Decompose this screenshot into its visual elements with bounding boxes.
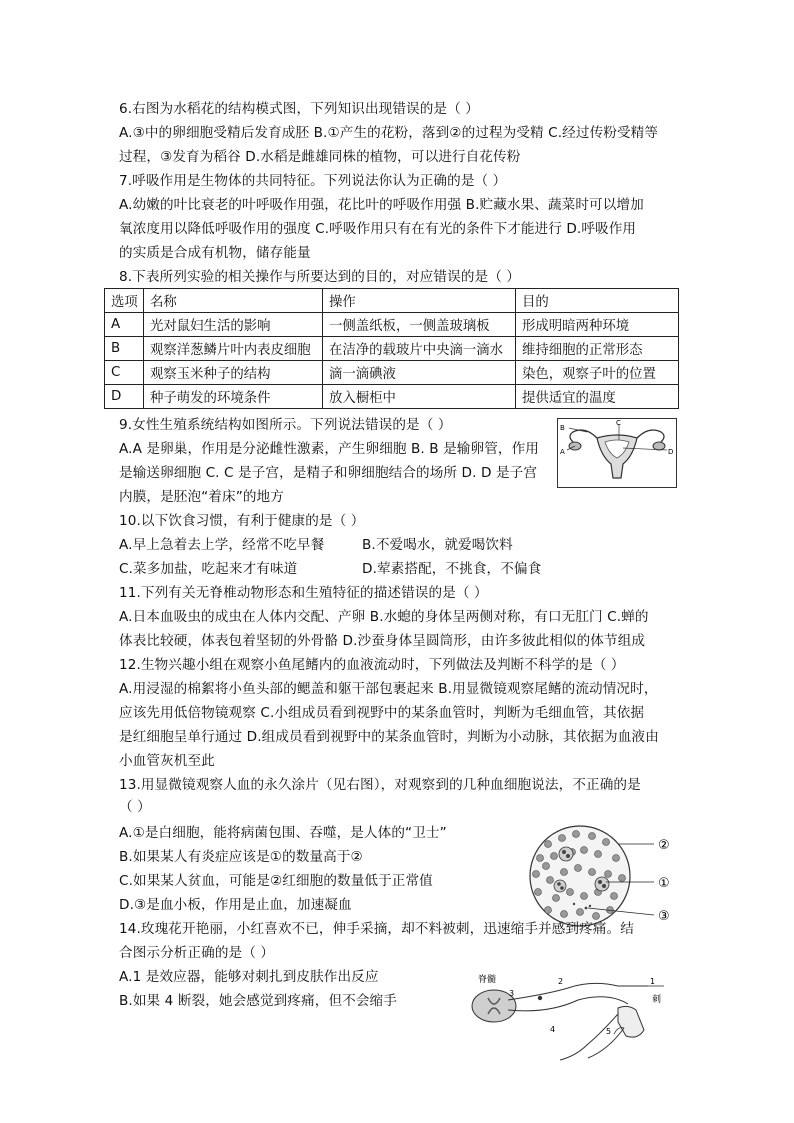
q13-option-a: A.①是白细胞，能将病菌包围、吞噬，是人体的“卫士” — [119, 825, 447, 841]
table-cell: 放入橱柜中 — [323, 385, 516, 409]
fig-label: D — [668, 448, 674, 456]
q10-stem: 10.以下饮食习惯，有利于健康的是（ ） — [119, 513, 365, 529]
fig-label: C — [616, 419, 621, 427]
table-row — [105, 337, 679, 361]
q14-stem: 14.玫瑰花开艳丽，小红喜欢不已，伸手采摘，却不料被刺，迅速缩手并感到疼痛。结 — [119, 921, 634, 937]
q12-stem: 12.生物兴趣小组在观察小鱼尾鳍内的血液流动时，下列做法及判断不科学的是（ ） — [119, 657, 625, 673]
table-cell: A — [105, 313, 144, 337]
table-cell: 提供适宜的温度 — [516, 385, 679, 409]
q10-option-a: A.早上急着去上学，经常不吃早餐 — [119, 537, 325, 553]
fig-label: 1 — [650, 977, 656, 986]
fig-label: 4 — [550, 1025, 556, 1034]
fig-label: 3 — [509, 989, 515, 998]
table-header-cell: 目的 — [516, 289, 679, 313]
table-cell: 维持细胞的正常形态 — [516, 337, 679, 361]
table-cell: 形成明暗两种环境 — [516, 313, 679, 337]
q12-options-line3: 是红细胞呈单行通过 D.组成员看到视野中的某条血管时，判断为小动脉，其依据为血液由 — [119, 729, 659, 745]
q9-options-line1: A.A 是卵巢，作用是分泌雌性激素，产生卵细胞 B. B 是输卵管，作用 — [119, 441, 539, 457]
table-row — [105, 385, 679, 409]
q13-stem: 13.用显微镜观察人血的永久涂片（见右图），对观察到的几种血细胞说法，不正确的是 — [119, 777, 641, 793]
q9-options-line2: 是输送卵细胞 C. C 是子宫，是精子和卵细胞结合的场所 D. D 是子宫 — [119, 465, 538, 481]
fig-label: B — [560, 424, 565, 432]
q10-option-c: C.菜多加盐，吃起来才有味道 — [119, 561, 298, 577]
table-header-row — [105, 289, 679, 313]
q11-options-line2: 体表比较硬，体表包着坚韧的外骨骼 D.沙蚕身体呈圆筒形，由许多彼此相似的体节组成 — [119, 633, 646, 649]
q6-stem: 6.右图为水稻花的结构模式图，下列知识出现错误的是（ ） — [119, 101, 479, 117]
q13-option-c: C.如果某人贫血，可能是②红细胞的数量低于正常值 — [119, 873, 433, 889]
q12-options-line1: A.用浸湿的棉絮将小鱼头部的鳃盖和躯干部包裹起来 B.用显微镜观察尾鳍的流动情况时， — [119, 681, 658, 697]
reflex-arc-figure — [468, 970, 674, 1066]
q14-option-b: B.如果 4 断裂，她会感觉到疼痛，但不会缩手 — [119, 993, 397, 1009]
table-header-cell: 选项 — [105, 289, 144, 313]
table-cell: 观察洋葱鳞片叶内表皮细胞 — [144, 337, 323, 361]
q13-option-b: B.如果某人有炎症应该是①的数量高于② — [119, 849, 363, 865]
table-row — [105, 313, 679, 337]
q12-options-line2: 应该先用低倍物镜观察 C.小组成员看到视野中的某条血管时，判断为毛细血管，其依据 — [119, 705, 645, 721]
fig-label: ② — [658, 838, 670, 853]
q13-answer-blank: （ ） — [119, 799, 151, 815]
fig-label: 5 — [606, 1027, 612, 1036]
table-cell: 光对鼠妇生活的影响 — [144, 313, 323, 337]
blood-smear-figure — [518, 822, 678, 928]
experiment-table — [104, 288, 679, 409]
fig-label: ③ — [658, 909, 670, 924]
table-cell: B — [105, 337, 144, 361]
fig-label: A — [560, 448, 565, 456]
q7-options-line2: 氧浓度用以降低呼吸作用的强度 C.呼吸作用只有在有光的条件下才能进行 D.呼吸作用 — [119, 221, 637, 237]
q11-stem: 11.下列有关无脊椎动物形态和生殖特征的描述错误的是（ ） — [119, 585, 488, 601]
q6-options-line2: 过程，③发育为稻谷 D.水稻是雌雄同株的植物，可以进行自花传粉 — [119, 149, 521, 165]
q7-stem: 7.呼吸作用是生物体的共同特征。下列说法你认为正确的是（ ） — [119, 173, 507, 189]
q14-stem-line2: 合图示分析正确的是（ ） — [119, 945, 275, 961]
table-cell: D — [105, 385, 144, 409]
fig-label: 刺 — [652, 995, 662, 1005]
q9-stem: 9.女性生殖系统结构如图所示。下列说法错误的是（ ） — [119, 417, 452, 433]
fig-label: 2 — [558, 977, 564, 986]
q10-option-d: D.荤素搭配，不挑食，不偏食 — [362, 561, 542, 577]
fig-label: ① — [658, 876, 670, 891]
q12-options-line4: 小血管灰机至此 — [119, 753, 215, 769]
table-cell: 在洁净的载玻片中央滴一滴水 — [323, 337, 516, 361]
table-cell: 一侧盖纸板，一侧盖玻璃板 — [323, 313, 516, 337]
table-cell: 种子萌发的环境条件 — [144, 385, 323, 409]
q13-option-d: D.③是血小板，作用是止血，加速凝血 — [119, 897, 352, 913]
table-row — [105, 361, 679, 385]
q11-options-line1: A.日本血吸虫的成虫在人体内交配、产卵 B.水螅的身体呈两侧对称，有口无肛门 C.蝉的 — [119, 609, 649, 625]
table-cell: C — [105, 361, 144, 385]
table-cell: 滴一滴碘液 — [323, 361, 516, 385]
q7-options-line1: A.幼嫩的叶比衰老的叶呼吸作用强，花比叶的呼吸作用强 B.贮藏水果、蔬菜时可以增加 — [119, 197, 644, 213]
table-cell: 染色，观察子叶的位置 — [516, 361, 679, 385]
q6-options-line1: A.③中的卵细胞受精后发育成胚 B.①产生的花粉，落到②的过程为受精 C.经过传粉受精等 — [119, 125, 659, 141]
q14-option-a: A.1 是效应器，能够对刺扎到皮肤作出反应 — [119, 969, 379, 985]
q7-options-line3: 的实质是合成有机物，储存能量 — [119, 245, 311, 261]
table-header-cell: 名称 — [144, 289, 323, 313]
female-reproductive-figure — [557, 418, 677, 488]
q8-stem: 8.下表所列实验的相关操作与所要达到的目的，对应错误的是（ ） — [119, 269, 521, 285]
table-cell: 观察玉米种子的结构 — [144, 361, 323, 385]
fig-label: 脊髓 — [478, 975, 497, 985]
q9-options-line3: 内膜，是胚泡“着床”的地方 — [119, 489, 284, 505]
q10-option-b: B.不爱喝水，就爱喝饮料 — [362, 537, 513, 553]
table-header-cell: 操作 — [323, 289, 516, 313]
